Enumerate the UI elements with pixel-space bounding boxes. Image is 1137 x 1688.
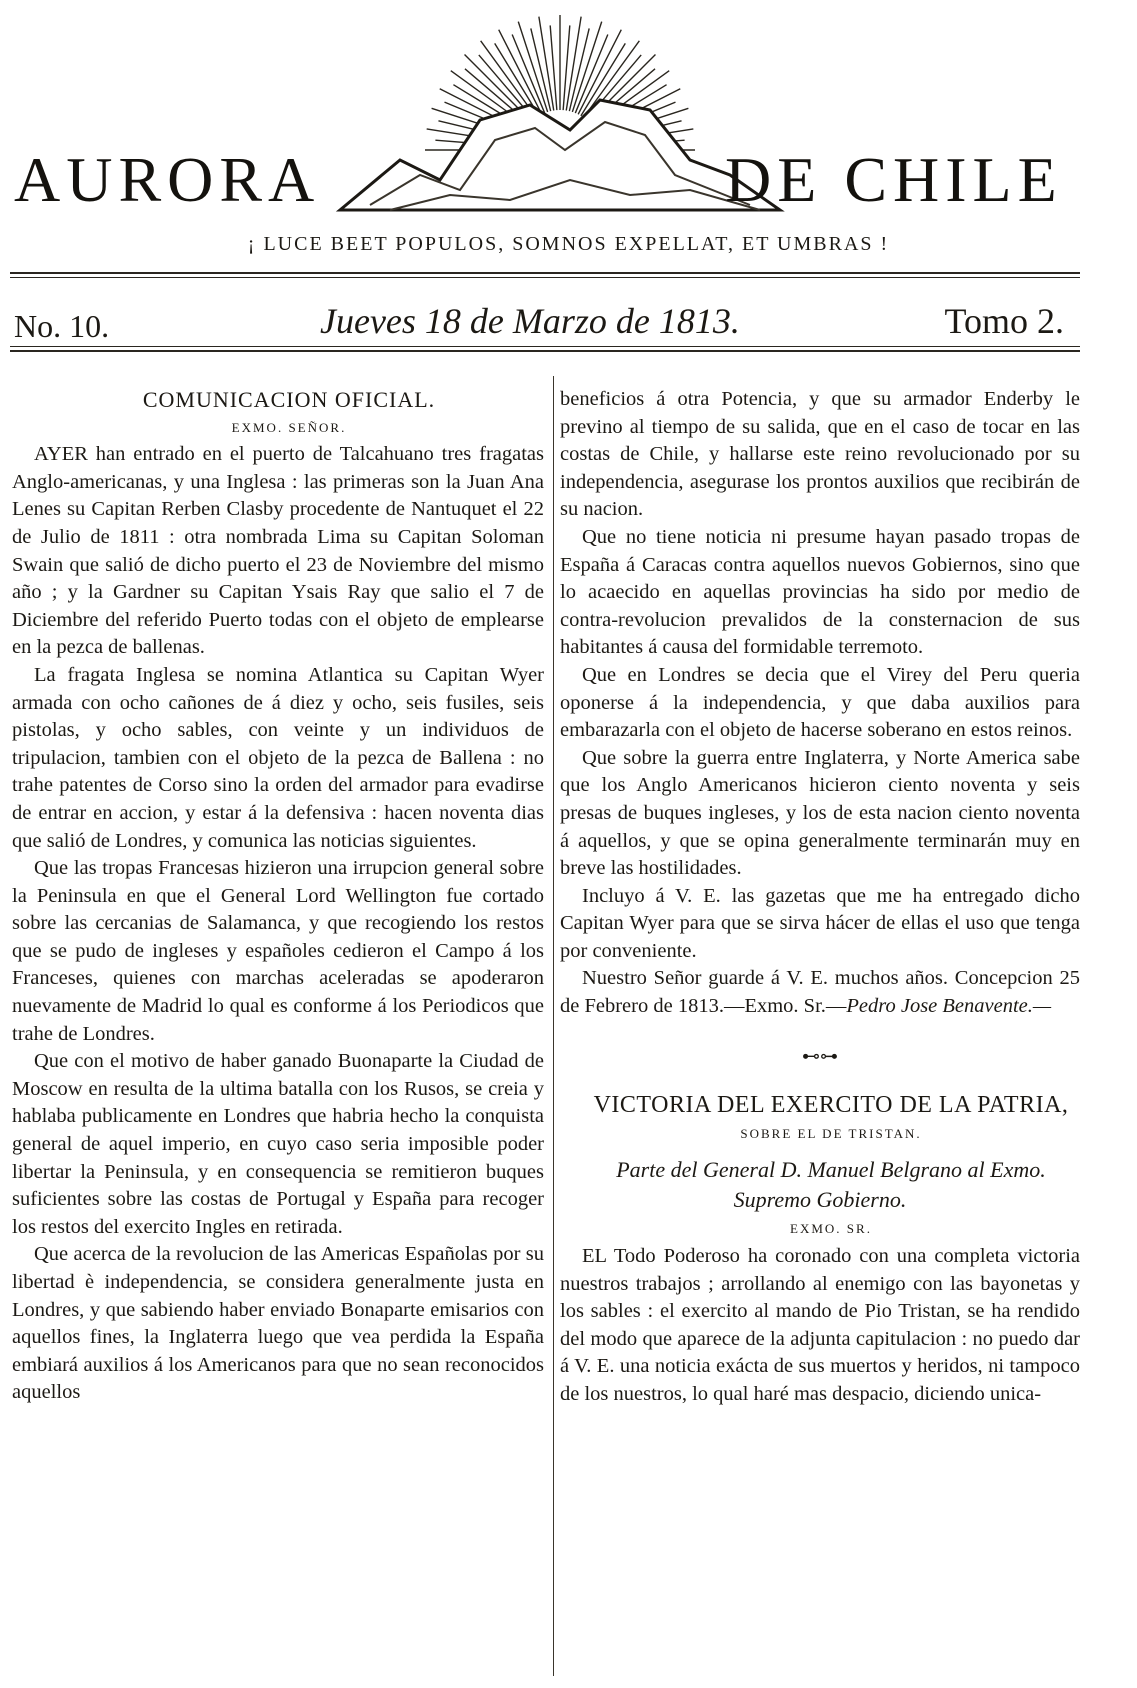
volume-number: Tomo 2. [944,301,1064,341]
masthead-title-right: DE CHILE [725,144,1063,215]
paragraph: Que acerca de la revolucion de las Americas Españolas por su libertad è independencia, se considera generalmente justa en Londres, y que sabiendo haber enviado Bonaparte emisarios con aquellos fines, la Inglaterra luego que vea perdida la España embiará auxilios á los Americanos para que no sean reconocidos aquellos [12,1243,544,1404]
masthead-rule-thin [10,277,1080,278]
paragraph: EL Todo Poderoso ha coronado con una completa victoria nuestros trabajos ; arrollando al enemigo con las bayonetas y los sables : el exercito al mando de Pio Tristan, se ha rendido del modo que aparece de la adjunta capitulacion : no puedo dar á V. E. una noticia exácta de sus muertos y heridos, ni tampoco de los nuestros, lo qual haré mas despacio, diciendo unica- [560,1245,1080,1405]
paragraph: Incluyo á V. E. las gazetas que me ha entregado dicho Capitan Wyer para que se sirva hácer de ellas el uso que tenga por conveniente. [560,884,1080,962]
section-ornament: ⊷⊶ [802,1045,838,1066]
issue-date: Jueves 18 de Marzo de 1813. [320,301,740,341]
sun-ray [566,17,581,111]
sun-ray [539,17,554,111]
dateline [10,300,1080,344]
masthead-motto: ¡ LUCE BEET POPULOS, SOMNOS EXPELLAT, ET UMBRAS ! [247,233,890,255]
paragraph: AYER han entrado en el puerto de Talcahuano tres fragatas Anglo-americanas, y una Inglesa : las primeras son la Juan Ana Lenes su Capitan Rerben Clasby procedente de Nantuquet el 22 de Julio de 1811 : otra nombrada Lima su Capitan Soloman Swain que salió de dicho puerto el 23 de Noviembre del mismo año ; y la Gardner su Capitan Ysais Ray que salio el 7 de Diciembre del referido Puerto todas con el objeto de emplearse en la pezca de ballenas. [12,443,544,659]
paragraph: La fragata Inglesa se nomina Atlantica su Capitan Wyer armada con ocho cañones de á diez y ocho, seis fusiles, seis pistolas, y ocho sables, con veinte y un individuos de tripulacion, tambien con el objeto de la pezca de Ballena : no trahe patentes de Corso sino la orden del armador para evadirse de entrar en accion, y estar á la defensiva : hacen noventa dias que salió de Londres, y comunica las noticias siguientes. [12,663,544,852]
paragraph: Que sobre la guerra entre Inglaterra, y Norte America sabe que los Anglo Americanos hicieron ciento noventa y seis presas de buques ingleses, y los de esta nacion ciento noventa á aquellos, y que se opina generalmente terminarán muy en breve las hostilidades. [560,746,1080,880]
right-column [560,386,1080,1409]
rising-sun-mountains-emblem [330,10,790,220]
article-subheading: SOBRE EL DE TRISTAN. [740,1125,922,1141]
paragraph: Que con el motivo de haber ganado Buonaparte la Ciudad de Moscow en resulta de la ultima batalla con los Rusos, se creia y hablaba publicamente en Londres que habria hecho la conquista general de aquel imperio, en cuyo caso seria imposible poder libertar la Peninsula, y en consequencia se remitieron buques suficientes sobre las costas de Portugal y España para recoger los restos del exercito Ingles en retirada. [12,1050,544,1238]
masthead-title-left: AURORA [14,144,321,215]
paragraph: Que no tiene noticia ni presume hayan pasado tropas de España á Caracas contra aquellos nuevos Gobiernos, sino que lo acaecido en aquellas provincias ha sido por medio de contra-revolucion prevalidos de la consternacion de sus habitantes á causa del formidable terremoto. [560,525,1080,659]
article-dispatch-title: Parte del General D. Manuel Belgrano al Exmo. Supremo Gobierno. [616,1157,1046,1213]
article-salutation-2: EXMO. SR. [790,1221,872,1237]
paragraph: beneficios á otra Potencia, y que su armador Enderby le previno al tiempo de su salida, que en el caso de tocar en las costas de Chile, y hallarse este reino revolucionado por su independencia, asegurase los prontos auxilios que recibirán de su nacion. [560,388,1080,521]
issue-number: No. 10. [14,308,110,344]
article-heading-victoria: VICTORIA DEL EXERCITO DE LA PATRIA, [593,1092,1069,1119]
paragraph-closing [560,965,1080,1020]
article-heading: COMUNICACION OFICIAL. [142,387,436,412]
closing-text: Nuestro Señor guarde á V. E. muchos años. Concepcion 25 de Febrero de 1813.—Exmo. Sr.— [560,967,1080,1018]
paragraph: Que las tropas Francesas hizieron una irrupcion general sobre la Peninsula en que el General Lord Wellington fue cortado sobre las cercanias de Salamanca, y que recogiendo los restos que se pudo de ingleses y españoles cedieron el Campo á los Franceses, quienes con marchas aceleradas se apoderaron nuevamente de Madrid lo qual es conforme á los Periodicos que trahe de Londres. [12,857,544,1045]
column-divider [553,376,554,1676]
masthead [0,0,1137,270]
dateline-rule-thin [10,346,1080,347]
article-salutation: EXMO. SEÑOR. [231,419,347,435]
dateline-rule-bottom [10,350,1080,352]
signature: Pedro Jose Benavente.— [846,995,1052,1018]
paragraph: Que en Londres se decia que el Virey del Peru queria oponerse á la independencia, y que daba auxilios para embarazarla con el objeto de hacerse soberano en estos reinos. [560,663,1080,742]
masthead-rule-top [10,272,1080,274]
sun-ray [512,35,545,114]
left-column [12,386,544,1407]
